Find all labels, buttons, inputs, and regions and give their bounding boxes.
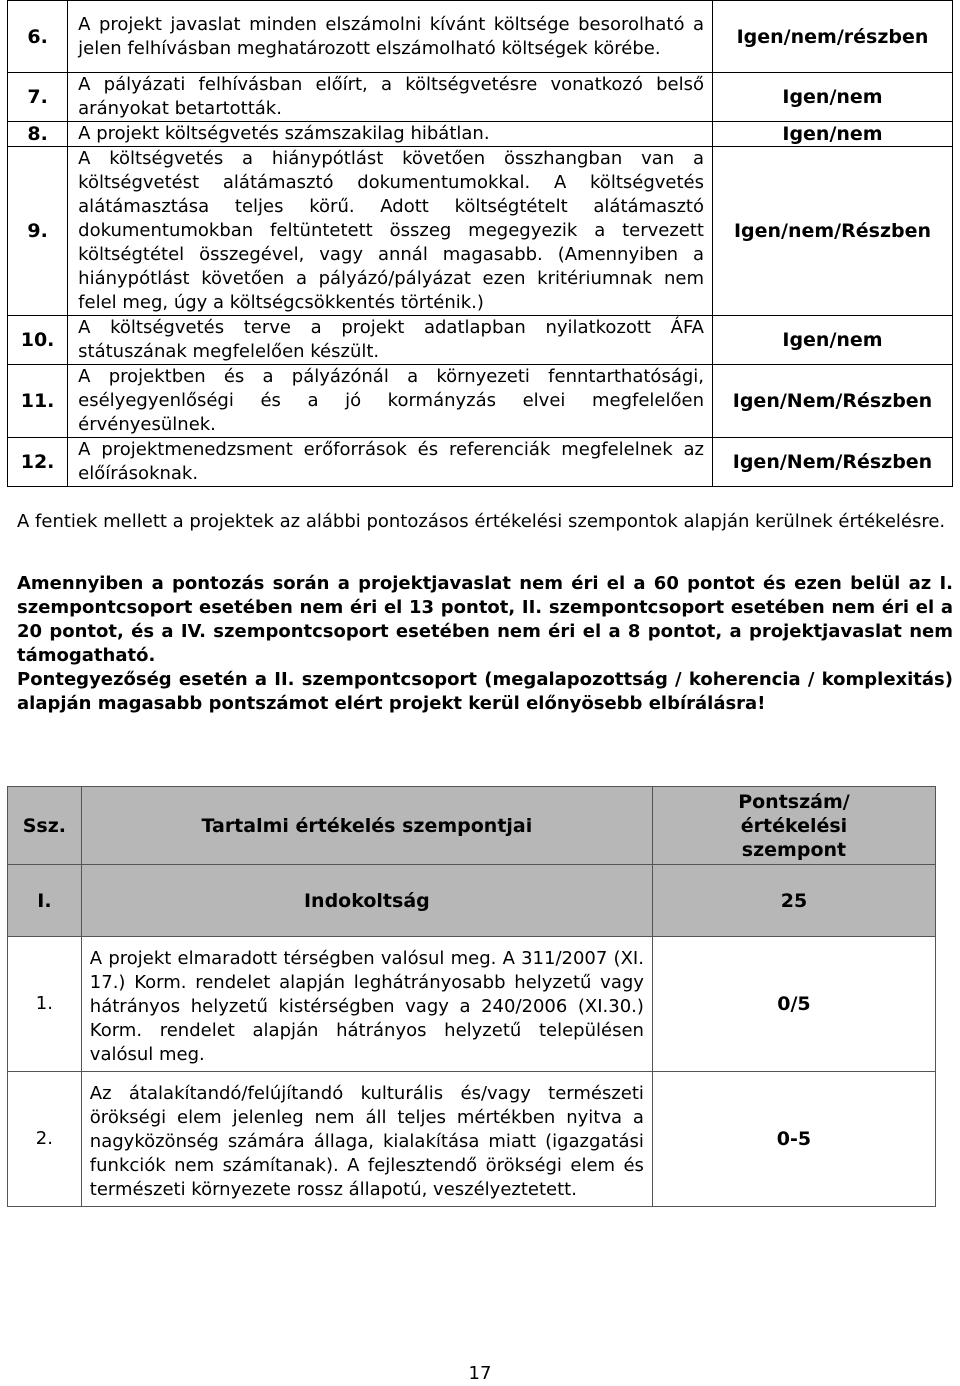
tiebreak-paragraph: Pontegyezőség esetén a II. szempontcsoport (megalapozottság / koherencia / komplexitás) alapján magasabb pontszámot elért projekt kerül előnyösebb elbírálásra! (17, 669, 953, 714)
criterion-text: A projekt elmaradott térségben valósul meg. A 311/2007 (XI. 17.) Korm. rendelet alapján leghátrányosabb helyzetű vagy hátrányos helyzetű kistérségben vagy a 240/2006 (XI.30.) Korm. rendelet alapján hátrányos helyzetű településen valósul meg. (81, 937, 652, 1072)
page-number: 17 (468, 1363, 492, 1384)
header-points: Pontszám/ értékelési szempont (652, 787, 935, 865)
table-row (8, 365, 953, 438)
table-row (8, 438, 953, 487)
table-row (8, 937, 936, 1072)
header-criteria: Tartalmi értékelés szempontjai (81, 787, 652, 865)
criterion-answer: Igen/nem/részben (713, 1, 953, 73)
section-title: Indokoltság (81, 865, 652, 937)
threshold-paragraph: Amennyiben a pontozás során a projektjavaslat nem éri el a 60 pontot és ezen belül az I. szempontcsoport esetében nem éri el 13 pontot, II. szempontcsoport esetében nem éri el a 20 pontot, és a IV. szempontcsoport esetében nem éri el a 8 pontot, a projektjavaslat nem támogatható. (17, 573, 953, 666)
section-number: I. (8, 865, 82, 937)
row-number: 2. (8, 1072, 82, 1207)
table-row (8, 122, 953, 147)
table-row (8, 73, 953, 122)
row-number: 9. (8, 147, 68, 316)
header-ssz: Ssz. (8, 787, 82, 865)
eligibility-criteria-table (7, 0, 953, 487)
table-header-row (8, 787, 936, 865)
scoring-table (7, 786, 936, 1207)
criterion-answer: Igen/Nem/Részben (713, 438, 953, 487)
criterion-text: A projekt javaslat minden elszámolni kívánt költsége besorolható a jelen felhívásban meghatározott elszámolható költségek körébe. (68, 1, 713, 73)
criterion-score: 0-5 (652, 1072, 935, 1207)
criterion-answer: Igen/nem (713, 122, 953, 147)
row-number: 6. (8, 1, 68, 73)
criterion-answer: Igen/nem (713, 73, 953, 122)
section-points: 25 (652, 865, 935, 937)
table-row (8, 1072, 936, 1207)
criterion-answer: Igen/Nem/Részben (713, 365, 953, 438)
intro-paragraph: A fentiek mellett a projektek az alábbi pontozásos értékelési szempontok alapján kerülnek értékelésre. (17, 511, 946, 532)
criterion-text: A költségvetés terve a projekt adatlapban nyilatkozott ÁFA státuszának megfelelően készült. (68, 316, 713, 365)
row-number: 10. (8, 316, 68, 365)
row-number: 12. (8, 438, 68, 487)
row-number: 8. (8, 122, 68, 147)
criterion-text: A projektmenedzsment erőforrások és referenciák megfelelnek az előírásoknak. (68, 438, 713, 487)
criterion-answer: Igen/nem/Részben (713, 147, 953, 316)
criterion-score: 0/5 (652, 937, 935, 1072)
row-number: 1. (8, 937, 82, 1072)
row-number: 11. (8, 365, 68, 438)
criterion-text: A költségvetés a hiánypótlást követően összhangban van a költségvetést alátámasztó dokumentumokkal. A költségvetés alátámasztása teljes körű. Adott költségtételt alátámasztó dokumentumokban feltüntetett összeg megegyezik a tervezett költségtétel összegével, vagy annál magasabb. (Amennyiben a hiánypótlást követően a pályázó/pályázat ezen kritériumnak nem felel meg, úgy a költségcsökkentés történik.) (68, 147, 713, 316)
row-number: 7. (8, 73, 68, 122)
criterion-answer: Igen/nem (713, 316, 953, 365)
criterion-text: A projekt költségvetés számszakilag hibátlan. (68, 122, 713, 147)
table-row (8, 147, 953, 316)
table-row (8, 316, 953, 365)
criterion-text: A projektben és a pályázónál a környezeti fenntarthatósági, esélyegyenlőségi és a jó kormányzás elvei megfelelően érvényesülnek. (68, 365, 713, 438)
criterion-text: A pályázati felhívásban előírt, a költségvetésre vonatkozó belső arányokat betartották. (68, 73, 713, 122)
section-row (8, 865, 936, 937)
table-row (8, 1, 953, 73)
criterion-text: Az átalakítandó/felújítandó kulturális és/vagy természeti örökségi elem jelenleg nem áll teljes mértékben nyitva a nagyközönség számára állaga, kialakítása miatt (igazgatási funkciók nem számítanak). A fejlesztendő örökségi elem és természeti környezete rossz állapotú, veszélyeztetett. (81, 1072, 652, 1207)
